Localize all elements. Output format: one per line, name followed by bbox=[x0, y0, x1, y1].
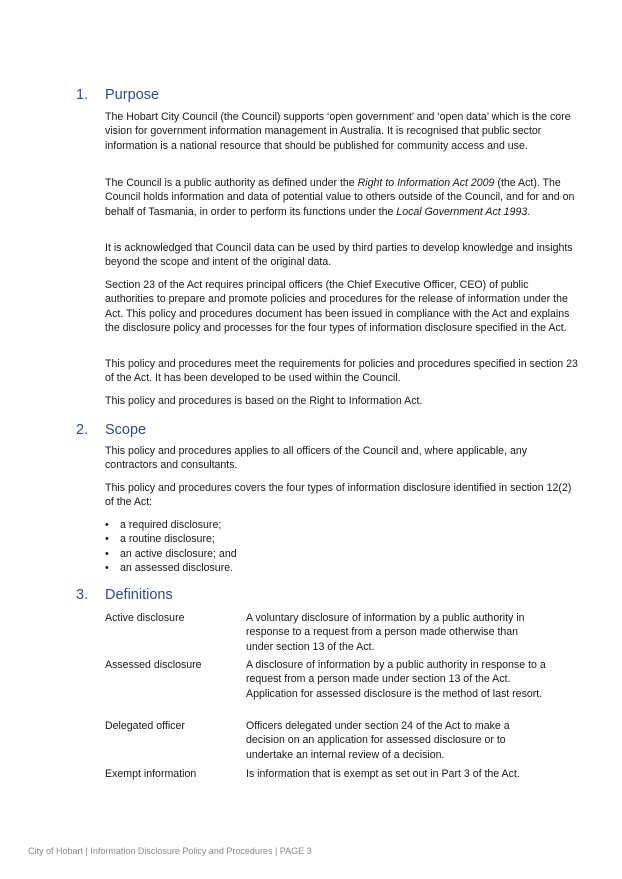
bullet-icon: • bbox=[105, 519, 109, 531]
list-item bbox=[105, 547, 237, 561]
list-item-text: a routine disclosure; bbox=[120, 533, 215, 546]
purpose-paragraph-4: Section 23 of the Act requires principal officers (the Chief Executive Officer, CEO) of public authorities to prepare and promote policies and procedures for the release of information under the Act. This policy and procedures document has been issued in compliance with the Act and explains the disclosure policy and processes for the four types of information disclosure specified in the Act. bbox=[105, 279, 570, 335]
definition-description: A voluntary disclosure of information by a public authority in response to a request from a person made otherwise than under section 13 of the Act. bbox=[246, 612, 525, 653]
text-run: The Council is a public authority as defined under the bbox=[105, 177, 358, 189]
list-item bbox=[105, 532, 237, 546]
definition-description: Officers delegated under section 24 of the Act to make a decision on an application for assessed disclosure or to undertake an internal review of a decision. bbox=[246, 720, 510, 761]
list-item bbox=[105, 518, 237, 532]
act-name: Right to Information Act 2009 bbox=[357, 177, 495, 189]
scope-paragraph-2: This policy and procedures covers the four types of information disclosure identified in section 12(2) of the Act: bbox=[105, 482, 572, 509]
purpose-paragraph-3: It is acknowledged that Council data can be used by third parties to develop knowledge and insights beyond the scope and intent of the original data. bbox=[105, 242, 573, 269]
text-run: . bbox=[527, 205, 531, 218]
list-item bbox=[105, 561, 237, 575]
section-heading-purpose bbox=[76, 87, 159, 103]
purpose-paragraph-6: This policy and procedures is based on the Right to Information Act. bbox=[105, 395, 423, 407]
definition-term: Active disclosure bbox=[105, 612, 185, 624]
section-title: Definitions bbox=[105, 587, 173, 603]
definition-description: A disclosure of information by a public authority in response to a request from a person made under section 13 of the Act. Application for assessed disclosure is the method of last resort. bbox=[246, 659, 546, 700]
purpose-paragraph-2 bbox=[105, 176, 580, 219]
section-number: 1. bbox=[76, 87, 89, 103]
text-run: (the Act). The Council holds information and data of potential value to others outside of the Council, and for and on behalf of Tasmania, in order to perform its functions under the bbox=[105, 177, 575, 218]
bullet-icon: • bbox=[105, 533, 109, 546]
section-number: 2. bbox=[76, 422, 89, 438]
section-number: 3. bbox=[76, 587, 89, 603]
section-heading-scope bbox=[76, 422, 146, 438]
scope-paragraph-1: This policy and procedures applies to all officers of the Council and, where applicable, any contractors and consultants. bbox=[105, 445, 528, 472]
section-title: Purpose bbox=[105, 87, 160, 103]
definition-term: Assessed disclosure bbox=[105, 659, 202, 671]
purpose-paragraph-5: This policy and procedures meet the requirements for policies and procedures specified in section 23 of the Act. It has been developed to be used within the Council. bbox=[105, 358, 578, 385]
purpose-paragraph-1: The Hobart City Council (the Council) supports ‘open government’ and ‘open data’ which is the core vision for government information management in Australia. It is recognised that public sector information is a national resource that should be published for community access and use. bbox=[105, 111, 571, 152]
definition-description: Is information that is exempt as set out in Part 3 of the Act. bbox=[246, 768, 520, 780]
section-heading-definitions bbox=[76, 587, 173, 603]
list-item-text: an assessed disclosure. bbox=[120, 562, 234, 575]
disclosure-types-list bbox=[105, 518, 237, 576]
bullet-icon: • bbox=[105, 562, 109, 575]
page-footer: City of Hobart | Information Disclosure Policy and Procedures | PAGE 3 bbox=[28, 846, 312, 856]
list-item-text: an active disclosure; and bbox=[120, 547, 237, 560]
definition-term: Exempt information bbox=[105, 768, 197, 780]
definition-term: Delegated officer bbox=[105, 720, 185, 732]
list-item-text: a required disclosure; bbox=[120, 519, 222, 531]
bullet-icon: • bbox=[105, 547, 109, 560]
section-title: Scope bbox=[105, 422, 147, 438]
act-name: Local Government Act 1993 bbox=[396, 205, 528, 218]
